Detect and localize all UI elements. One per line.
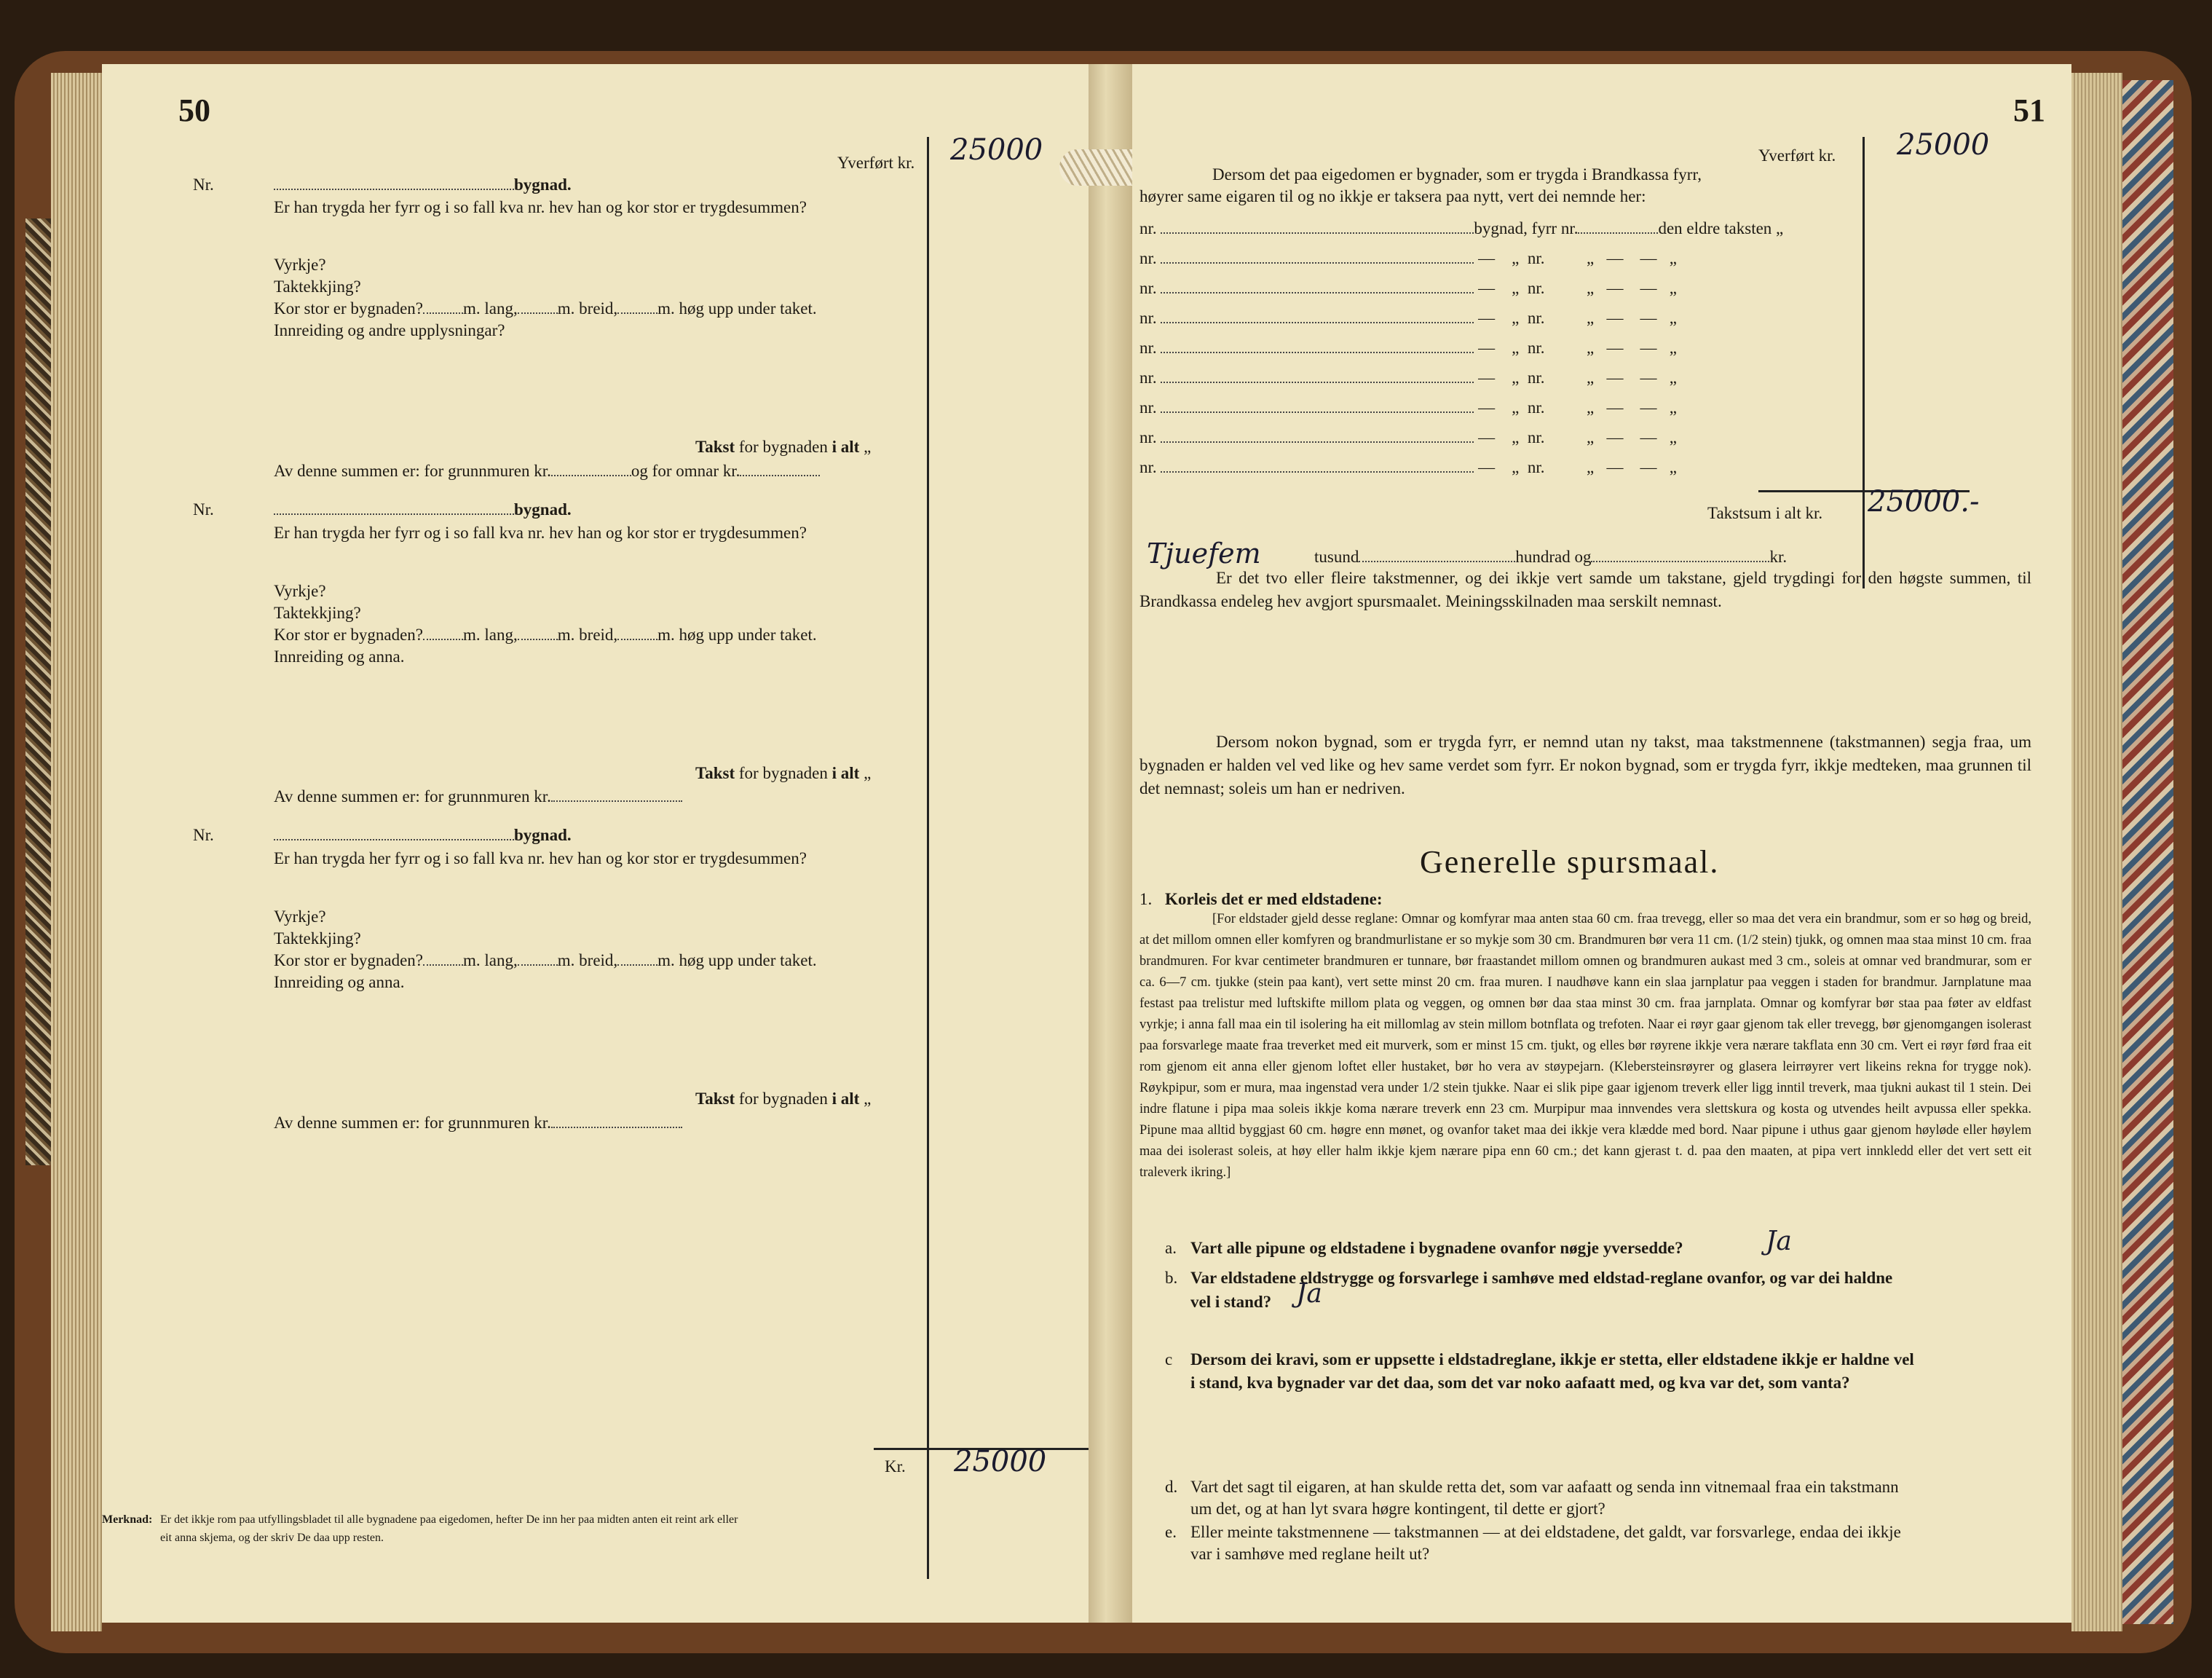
- right-marbled-edge: [2122, 80, 2173, 1624]
- list-item: nr. — „ nr. „ — — „: [1139, 279, 1677, 297]
- qb-text-1: Var eldstadene eldstrygge og forsvarlege i samhøve med eldstad-reglane ovanfor, og var dei haldne: [1190, 1269, 1893, 1287]
- list-item: nr. — „ nr. „ — — „: [1139, 339, 1677, 357]
- list-item: nr. — „ nr. „ — — „: [1139, 249, 1677, 267]
- takst-for: for bygnaden: [738, 764, 828, 782]
- qc-text-2: i stand, kva bygnader var det daa, som det var noko aafaatt med, og kva var det, som vanta?: [1190, 1374, 1850, 1392]
- takst-label: Takst: [695, 438, 735, 456]
- page-number-left: 50: [178, 92, 210, 128]
- taktekkjing-label: Taktekkjing?: [274, 604, 361, 622]
- eldstad-rules: [For eldstader gjeld desse reglane: Omnar og komfyrar maa anten staa 60 cm. fraa trevegg, eller so maa det vera ein brandmur, som er so høg og breid, at det millom omnen eller komfyren og brandmurlistane er so mykje som 30 cm. Brandmuren bør vera 11 cm. (1/2 stein) tjukk, og omnen maa staa minst 10 cm. fraa brandmuren. For kvar centimeter brandmuren er tunnare, bør fraastandet millom omnen og brandmuren aukast med 3 cm., soleis at omnar ved brandmurar, som er ca. 6—7 cm. tjukke (stein paa kant), vert sette minst 20 cm. fraa muren. I naudhøve kann ein slaa jarnplatur paa veggen i staden for brandmur. Jarnplatune maa festast paa trelistur med luftskifte millom plata og veggen, og omnen bør daa staa minst 30 cm. fraa jarnplata. Omnar og komfyrar bør staa paa føter av eldfast vyrkje; i anna fall maa ein til isolering ha eit millomlag av stein millom botnflata og trefoten. Naar ei røyr gaar gjenom tak eller trevegg, bør gjenomgangen isolerast paa forsvarlege maate fraa treverket med eit murverk, som er minst 15 cm. tjukt, og elles bør røyrene ikkje vera nærare takflata enn 30 cm. Vert ei røyr førd fraa eit rom gjenom eit anna eller gjenom loftet eller hustaket, bør ho vera av støypejarn. (Klebersteinsrøyrer og glasera leirrøyrer vert likeins rekna for trygge nok). Røykpipur, som er mura, maa ingenstad vera under 1/2 stein tjukke. Naar ei slik pipe gaar igjenom treverk eller ligg inntil treverk, maa tjukni aukast til 1 stein. Dei indre flatune i pipa maa soleis ikkje koma nærare treverk enn 23 cm. Murpipur maa innvendes vera slettskura og kosta og utvendes heilt avpussa eller spekka. Pipune maa alltid byggjast 60 cm. høgre enn mønet, og ovanfor taket maa dei ikkje vera klædde med bord. Naar pipune i uthus gaar gjenom høyløde eller høylem maa dei isolerast soleis, at høy eller halm ikkje kjem nærare pipa enn 60 cm.; det kann gjerast t. d. paa den maaten, at pipa vert innkledd eller det vert sett eit traleverk ikring.]: [1139, 912, 2031, 1180]
- list-item: nr. — „ nr. „ — — „: [1139, 398, 1677, 417]
- bygnad-label: bygnad.: [514, 176, 572, 194]
- merknad-label: Merknad:: [102, 1513, 153, 1526]
- takstsum-value: 25000.-: [1868, 485, 1980, 519]
- left-marbled-edge: [25, 218, 55, 1165]
- takst-quote: „: [864, 1090, 872, 1108]
- takstsum-label: Takstsum i alt kr.: [1707, 504, 1823, 522]
- qb-text-2: vel i stand?: [1190, 1293, 1272, 1311]
- list-item: nr. — „ nr. „ — — „: [1139, 428, 1677, 446]
- m-hog: m. høg upp under taket.: [657, 626, 817, 644]
- qa-letter: a.: [1165, 1239, 1177, 1257]
- list-item: nr. — „ nr. „ — — „: [1139, 369, 1677, 387]
- vyrkje-label: Vyrkje?: [274, 256, 326, 274]
- takst-for: for bygnaden: [738, 1090, 828, 1108]
- takst-quote: „: [864, 764, 872, 782]
- bygnad-label: bygnad.: [514, 500, 572, 519]
- merknad-text-1: Er det ikkje rom paa utfyllingsbladet til alle bygnadene paa eigedomen, hefter De inn her paa midten anten eit reint ark eller: [160, 1513, 738, 1526]
- innreiding-label: Innreiding og anna.: [274, 647, 405, 666]
- yverfort-value-right: 25000: [1897, 128, 1990, 162]
- gutter: [1089, 64, 1132, 1623]
- left-page: [102, 64, 1089, 1623]
- innreiding-label: Innreiding og anna.: [274, 973, 405, 991]
- qb-letter: b.: [1165, 1269, 1178, 1287]
- takst-quote: „: [864, 438, 872, 456]
- trygda-question: Er han trygda her fyrr og i so fall kva nr. hev han og kor stor er trygdesummen?: [274, 198, 807, 216]
- q1-number: 1.: [1139, 890, 1153, 908]
- hundrad-label: hundrad og: [1515, 548, 1592, 566]
- bygnad-label: bygnad.: [514, 826, 572, 844]
- general-questions-heading: Generelle spursmaal.: [1420, 844, 1720, 880]
- trygda-question: Er han trygda her fyrr og i so fall kva nr. hev han og kor stor er trygdesummen?: [274, 849, 807, 867]
- nr-label: Nr.: [193, 500, 214, 519]
- takst-for: for bygnaden: [738, 438, 828, 456]
- m-hog: m. høg upp under taket.: [657, 951, 817, 969]
- page-number-right: 51: [2013, 92, 2045, 128]
- tusund-label: tusund: [1314, 548, 1359, 566]
- right-page-stack: [2071, 73, 2122, 1631]
- m-breid: m. breid,: [557, 626, 618, 644]
- list-item: nr. — „ nr. „ — — „: [1139, 458, 1677, 476]
- intro-line-1: Dersom det paa eigedomen er bygnader, som er trygda i Brandkassa fyrr,: [1212, 165, 1702, 184]
- grunnmuren-label: Av denne summen er: for grunnmuren kr.: [274, 787, 551, 805]
- taktekkjing-label: Taktekkjing?: [274, 277, 361, 296]
- takst-label: Takst: [695, 764, 735, 782]
- qd-letter: d.: [1165, 1478, 1178, 1496]
- m-breid: m. breid,: [557, 951, 618, 969]
- takst-label: Takst: [695, 1090, 735, 1108]
- q1-title: Korleis det er med eldstadene:: [1165, 890, 1383, 908]
- left-page-stack: [51, 73, 102, 1631]
- kr-total-value: 25000: [954, 1445, 1047, 1478]
- qe-letter: e.: [1165, 1523, 1177, 1541]
- m-breid: m. breid,: [557, 299, 618, 318]
- qd-text-1: Vart det sagt til eigaren, at han skulde retta det, som var aafaatt og senda inn vitnemaal fraa ein takstmann: [1190, 1478, 1899, 1496]
- innreiding-label: Innreiding og andre upplysningar?: [274, 321, 505, 339]
- grunnmuren-label: Av denne summen er: for grunnmuren kr.: [274, 1114, 551, 1132]
- yverfort-label-right: Yverført kr.: [1758, 146, 1836, 165]
- right-amount-rule: [1863, 137, 1865, 588]
- qe-text-2: var i samhøve med reglane heilt ut?: [1190, 1545, 1430, 1563]
- vyrkje-label: Vyrkje?: [274, 907, 326, 926]
- omnar-label: og for omnar kr.: [631, 462, 740, 480]
- list-item: nr. — „ nr. „ — — „: [1139, 309, 1677, 327]
- right-page: [1132, 64, 2071, 1623]
- qa-text: Vart alle pipune og eldstadene i bygnadene ovanfor nøgje yversedde?: [1190, 1239, 1683, 1257]
- nr-label: Nr.: [193, 176, 214, 194]
- kr-label: Kr.: [885, 1457, 906, 1476]
- nr-label: Nr.: [193, 826, 214, 844]
- yverfort-value-left: 25000: [950, 133, 1043, 167]
- size-label: Kor stor er bygnaden?: [274, 299, 424, 318]
- merknad-text-2: eit anna skjema, og der skriv De daa upp resten.: [160, 1532, 384, 1544]
- m-hog: m. høg upp under taket.: [657, 299, 817, 318]
- kr-label: kr.: [1769, 548, 1788, 566]
- m-lang: m. lang,: [463, 626, 518, 644]
- qd-text-2: um det, og at han lyt svara høgre kontingent, til dette er gjort?: [1190, 1500, 1605, 1518]
- intro-line-2: høyrer same eigaren til og no ikkje er taksera paa nytt, vert dei nemnde her:: [1139, 187, 1646, 205]
- takst-i-alt: i alt: [832, 438, 860, 456]
- amount-column-rule: [927, 137, 929, 1579]
- list-item: nr. bygnad, fyrr nr. den eldre taksten „: [1139, 219, 1784, 237]
- size-label: Kor stor er bygnaden?: [274, 626, 424, 644]
- qe-text-1: Eller meinte takstmennene — takstmannen — at dei eldstadene, det galdt, var forsvarlege, endaa dei ikkje: [1190, 1523, 1901, 1541]
- amount-in-words: Tjuefem: [1147, 537, 1261, 570]
- grunnmuren-label: Av denne summen er: for grunnmuren kr.: [274, 462, 551, 480]
- qb-answer: Ja: [1296, 1279, 1322, 1309]
- qa-answer: Ja: [1766, 1226, 1792, 1256]
- m-lang: m. lang,: [463, 299, 518, 318]
- trygda-question: Er han trygda her fyrr og i so fall kva nr. hev han og kor stor er trygdesummen?: [274, 524, 807, 542]
- not-retaxed-paragraph: Dersom nokon bygnad, som er trygda fyrr, er nemnd utan ny takst, maa takstmennene (takstmannen) segja fraa, um bygnaden er halden vel ved like og hev same verdet som fyrr. Er nokon bygnad, som er trygda fyrr, ikkje medteken, maa grunnen til det nemnast; soleis um han er nedriven.: [1139, 733, 2031, 797]
- size-label: Kor stor er bygnaden?: [274, 951, 424, 969]
- takst-i-alt: i alt: [832, 1090, 860, 1108]
- vyrkje-label: Vyrkje?: [274, 582, 326, 600]
- qc-text-1: Dersom dei kravi, som er uppsette i eldstadreglane, ikkje er stetta, eller eldstadene ikkje er haldne vel: [1190, 1350, 1914, 1368]
- taktekkjing-label: Taktekkjing?: [274, 929, 361, 948]
- qc-letter: c: [1165, 1350, 1173, 1368]
- disagreement-paragraph: Er det tvo eller fleire takstmenner, og dei ikkje vert samde um takstane, gjeld trygdingi for den høgste summen, til Brandkassa endeleg hev avgjort spursmaalet. Meiningsskilnaden maa serskilt nemnast.: [1139, 569, 2031, 610]
- yverfort-label-left: Yverført kr.: [837, 154, 915, 172]
- m-lang: m. lang,: [463, 951, 518, 969]
- takst-i-alt: i alt: [832, 764, 860, 782]
